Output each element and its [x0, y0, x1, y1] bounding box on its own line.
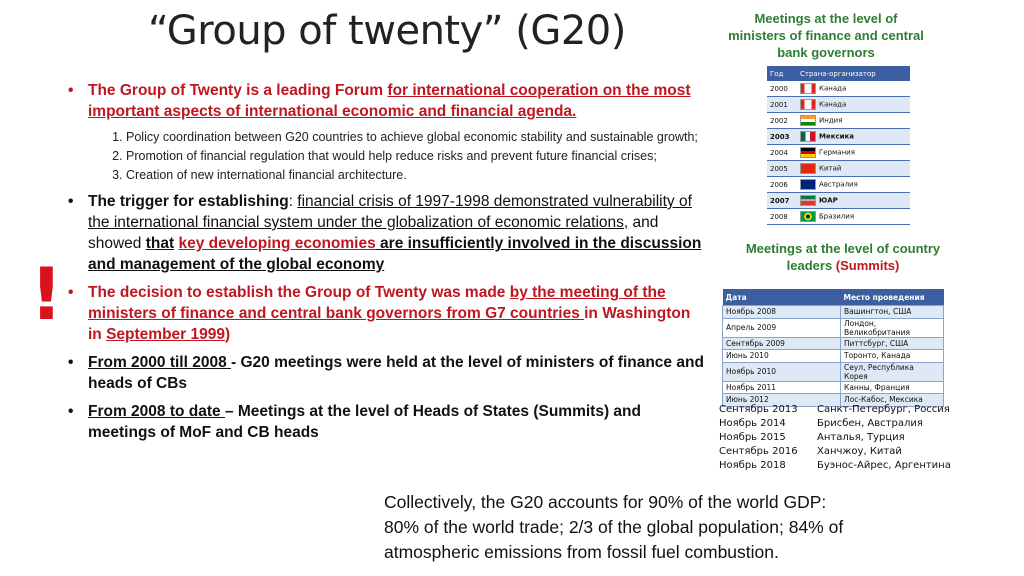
country-name: Индия: [819, 116, 843, 125]
country-cell: [797, 97, 910, 113]
page-title: “Group of twenty” (G20): [148, 8, 626, 54]
flag-icon: [800, 211, 816, 222]
table-row: [767, 81, 910, 97]
place-cell: Питтсбург, США: [841, 337, 944, 350]
table-row: [767, 193, 910, 209]
flag-icon: [800, 147, 816, 158]
place-cell: Лос-Кабос, Мексика: [841, 394, 944, 407]
date-cell: Июнь 2010: [723, 350, 841, 363]
table-row: [723, 306, 944, 319]
country-name: ЮАР: [819, 196, 838, 205]
table-row: [767, 209, 910, 225]
country-cell: [797, 129, 910, 145]
table-row: [723, 350, 944, 363]
country-cell: [797, 209, 910, 225]
year-cell: 2003: [767, 129, 797, 145]
place-cell: Канны, Франция: [841, 381, 944, 394]
country-cell: [797, 161, 910, 177]
bullet-2000-2008: • From 2000 till 2008 - G20 meetings were held at the level of ministers of finance and heads of CBs: [68, 352, 708, 394]
summary-line: atmospheric emissions from fossil fuel combustion.: [384, 542, 779, 562]
place-cell: Вашингтон, США: [841, 306, 944, 319]
year-cell: 2001: [767, 97, 797, 113]
bullet-decision: • The decision to establish the Group of Twenty was made by the meeting of the ministers of finance and central bank governors from G7 countries in Washington in September 1999): [68, 282, 708, 345]
country-name: Китай: [819, 164, 842, 173]
flag-icon: [800, 99, 816, 110]
summary-line: Collectively, the G20 accounts for 90% of the world GDP:: [384, 492, 827, 512]
table-row: [767, 97, 910, 113]
place-cell: Сеул, Республика Корея: [841, 362, 944, 381]
date-cell: Сентябрь 2009: [723, 337, 841, 350]
list-item: 2. Promotion of financial regulation that would help reduce risks and prevent future financial crises;: [126, 148, 708, 164]
summits-heading: Meetings at the level of country leaders (Summits): [745, 241, 941, 273]
bullet-2008-to-date: • From 2008 to date – Meetings at the level of Heads of States (Summits) and meetings of MoF and CB heads: [68, 401, 708, 443]
summit-date: Ноябрь 2018: [719, 460, 786, 471]
country-cell: [797, 145, 910, 161]
g20-share-summary: [384, 490, 843, 565]
table-row: [767, 129, 910, 145]
flag-icon: [800, 195, 816, 206]
ministers-heading: Meetings at the level of ministers of finance and central bank governors: [728, 11, 924, 60]
country-cell: [797, 113, 910, 129]
column-header: Дата: [723, 289, 841, 306]
table-row: [767, 161, 910, 177]
year-cell: 2002: [767, 113, 797, 129]
year-cell: 2004: [767, 145, 797, 161]
table-row: [767, 113, 910, 129]
main-content: [68, 80, 708, 450]
country-name: Мексика: [819, 132, 854, 141]
date-cell: Ноябрь 2010: [723, 362, 841, 381]
summit-place: Буэнос-Айрес, Аргентина: [817, 460, 951, 471]
bullet-trigger: • The trigger for establishing: financial crisis of 1997-1998 demonstrated vulnerability of the international financial system under the globalization of economic relations, and showed that key developing economies are insufficiently involved in the discussion and management of the global economy: [68, 191, 708, 275]
place-cell: Торонто, Канада: [841, 350, 944, 363]
table-row: [723, 337, 944, 350]
country-name: Австралия: [819, 180, 858, 189]
later-summits-list: [719, 403, 951, 473]
summits-table: [722, 289, 944, 407]
year-cell: 2000: [767, 81, 797, 97]
flag-icon: [800, 83, 816, 94]
date-cell: Ноябрь 2008: [723, 306, 841, 319]
flag-icon: [800, 179, 816, 190]
summit-place: Ханчжоу, Китай: [817, 446, 902, 457]
summit-date: Ноябрь 2014: [719, 418, 786, 429]
summit-place: Санкт-Петербург, Россия: [817, 404, 950, 415]
country-name: Бразилия: [819, 212, 855, 221]
table-row: [723, 362, 944, 381]
year-cell: 2008: [767, 209, 797, 225]
summit-date: Сентябрь 2016: [719, 446, 798, 457]
country-name: Канада: [819, 100, 847, 109]
list-item: [719, 431, 951, 445]
country-cell: [797, 81, 910, 97]
objectives-list: [68, 129, 708, 183]
place-cell: Лондон, Великобритания: [841, 318, 944, 337]
country-cell: [797, 177, 910, 193]
list-item: [719, 403, 951, 417]
summary-line: 80% of the world trade; 2/3 of the global population; 84% of: [384, 517, 844, 537]
list-item: 3. Creation of new international financial architecture.: [126, 167, 708, 183]
bullet-leading-forum: • The Group of Twenty is a leading Forum for international cooperation on the most important aspects of international economic and financial agenda.: [68, 80, 708, 122]
list-item: [719, 459, 951, 473]
date-cell: Ноябрь 2011: [723, 381, 841, 394]
country-cell: [797, 193, 910, 209]
exclamation-mark: !: [30, 252, 63, 336]
summit-date: Сентябрь 2013: [719, 404, 798, 415]
year-cell: 2005: [767, 161, 797, 177]
country-name: Канада: [819, 84, 847, 93]
summit-place: Анталья, Турция: [817, 432, 905, 443]
flag-icon: [800, 131, 816, 142]
year-cell: 2007: [767, 193, 797, 209]
table-row: [723, 381, 944, 394]
summit-date: Ноябрь 2015: [719, 432, 786, 443]
column-header: Место проведения: [841, 289, 944, 306]
table-row: [723, 318, 944, 337]
flag-icon: [800, 163, 816, 174]
list-item: 1. Policy coordination between G20 countries to achieve global economic stability and sustainable growth;: [126, 129, 708, 145]
ministers-table: [767, 66, 910, 225]
column-header: Год: [767, 66, 797, 81]
country-name: Германия: [819, 148, 855, 157]
table-row: [767, 145, 910, 161]
date-cell: Апрель 2009: [723, 318, 841, 337]
year-cell: 2006: [767, 177, 797, 193]
summit-place: Брисбен, Австралия: [817, 418, 923, 429]
date-cell: Июнь 2012: [723, 394, 841, 407]
list-item: [719, 417, 951, 431]
column-header: Страна-организатор: [797, 66, 910, 81]
flag-icon: [800, 115, 816, 126]
list-item: [719, 445, 951, 459]
table-row: [767, 177, 910, 193]
